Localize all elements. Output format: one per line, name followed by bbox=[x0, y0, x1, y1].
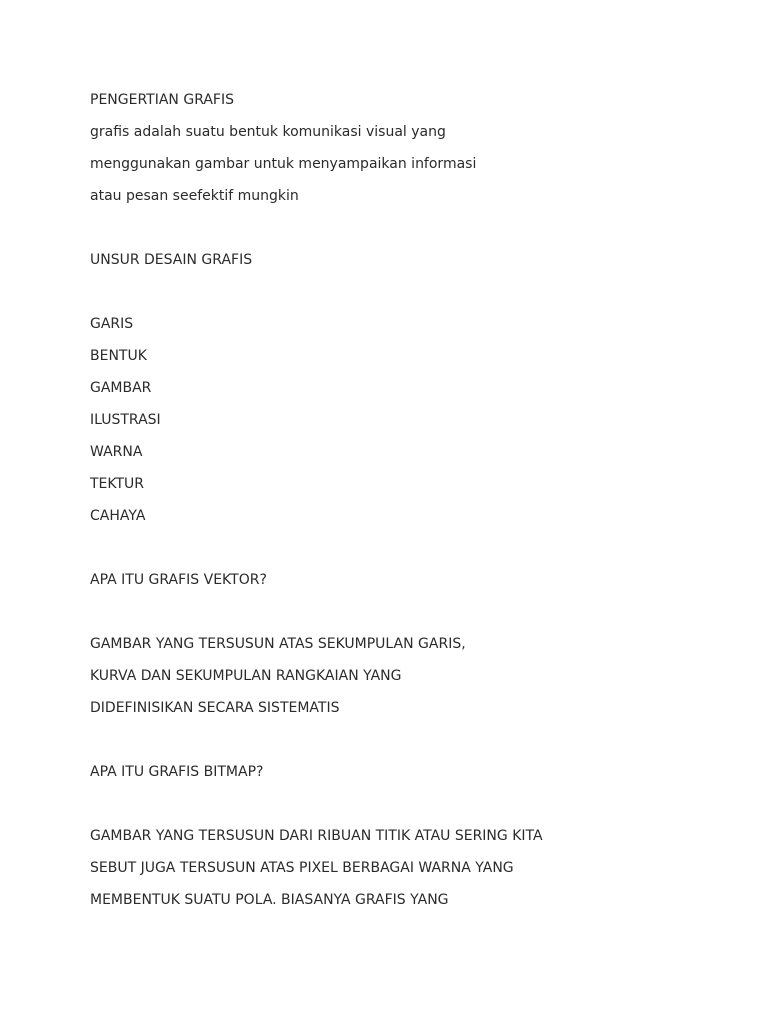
blank-line bbox=[90, 792, 710, 824]
document-body bbox=[90, 88, 710, 920]
paragraph-line: GAMBAR YANG TERSUSUN ATAS SEKUMPULAN GARIS, bbox=[90, 636, 466, 652]
blank-line bbox=[90, 600, 710, 632]
paragraph-line: grafis adalah suatu bentuk komunikasi visual yang bbox=[90, 124, 446, 140]
paragraph-line: menggunakan gambar untuk menyampaikan informasi bbox=[90, 156, 477, 172]
heading-unsur-desain-grafis: UNSUR DESAIN GRAFIS bbox=[90, 252, 253, 268]
blank-line bbox=[90, 216, 710, 248]
list-item: TEKTUR bbox=[90, 476, 145, 492]
list-item: GARIS bbox=[90, 316, 134, 332]
paragraph-line: GAMBAR YANG TERSUSUN DARI RIBUAN TITIK ATAU SERING KITA bbox=[90, 828, 543, 844]
paragraph-line: SEBUT JUGA TERSUSUN ATAS PIXEL BERBAGAI WARNA YANG bbox=[90, 860, 514, 876]
paragraph-line: atau pesan seefektif mungkin bbox=[90, 188, 299, 204]
blank-line bbox=[90, 280, 710, 312]
list-item: BENTUK bbox=[90, 348, 147, 364]
heading-grafis-vektor: APA ITU GRAFIS VEKTOR? bbox=[90, 572, 267, 588]
blank-line bbox=[90, 536, 710, 568]
list-item: GAMBAR bbox=[90, 380, 152, 396]
list-item: WARNA bbox=[90, 444, 143, 460]
paragraph-line: KURVA DAN SEKUMPULAN RANGKAIAN YANG bbox=[90, 668, 402, 684]
paragraph-line: DIDEFINISIKAN SECARA SISTEMATIS bbox=[90, 700, 340, 716]
heading-grafis-bitmap: APA ITU GRAFIS BITMAP? bbox=[90, 764, 264, 780]
heading-pengertian-grafis: PENGERTIAN GRAFIS bbox=[90, 92, 234, 108]
paragraph-line: MEMBENTUK SUATU POLA. BIASANYA GRAFIS YANG bbox=[90, 892, 449, 908]
list-item: CAHAYA bbox=[90, 508, 146, 524]
list-item: ILUSTRASI bbox=[90, 412, 161, 428]
blank-line bbox=[90, 728, 710, 760]
